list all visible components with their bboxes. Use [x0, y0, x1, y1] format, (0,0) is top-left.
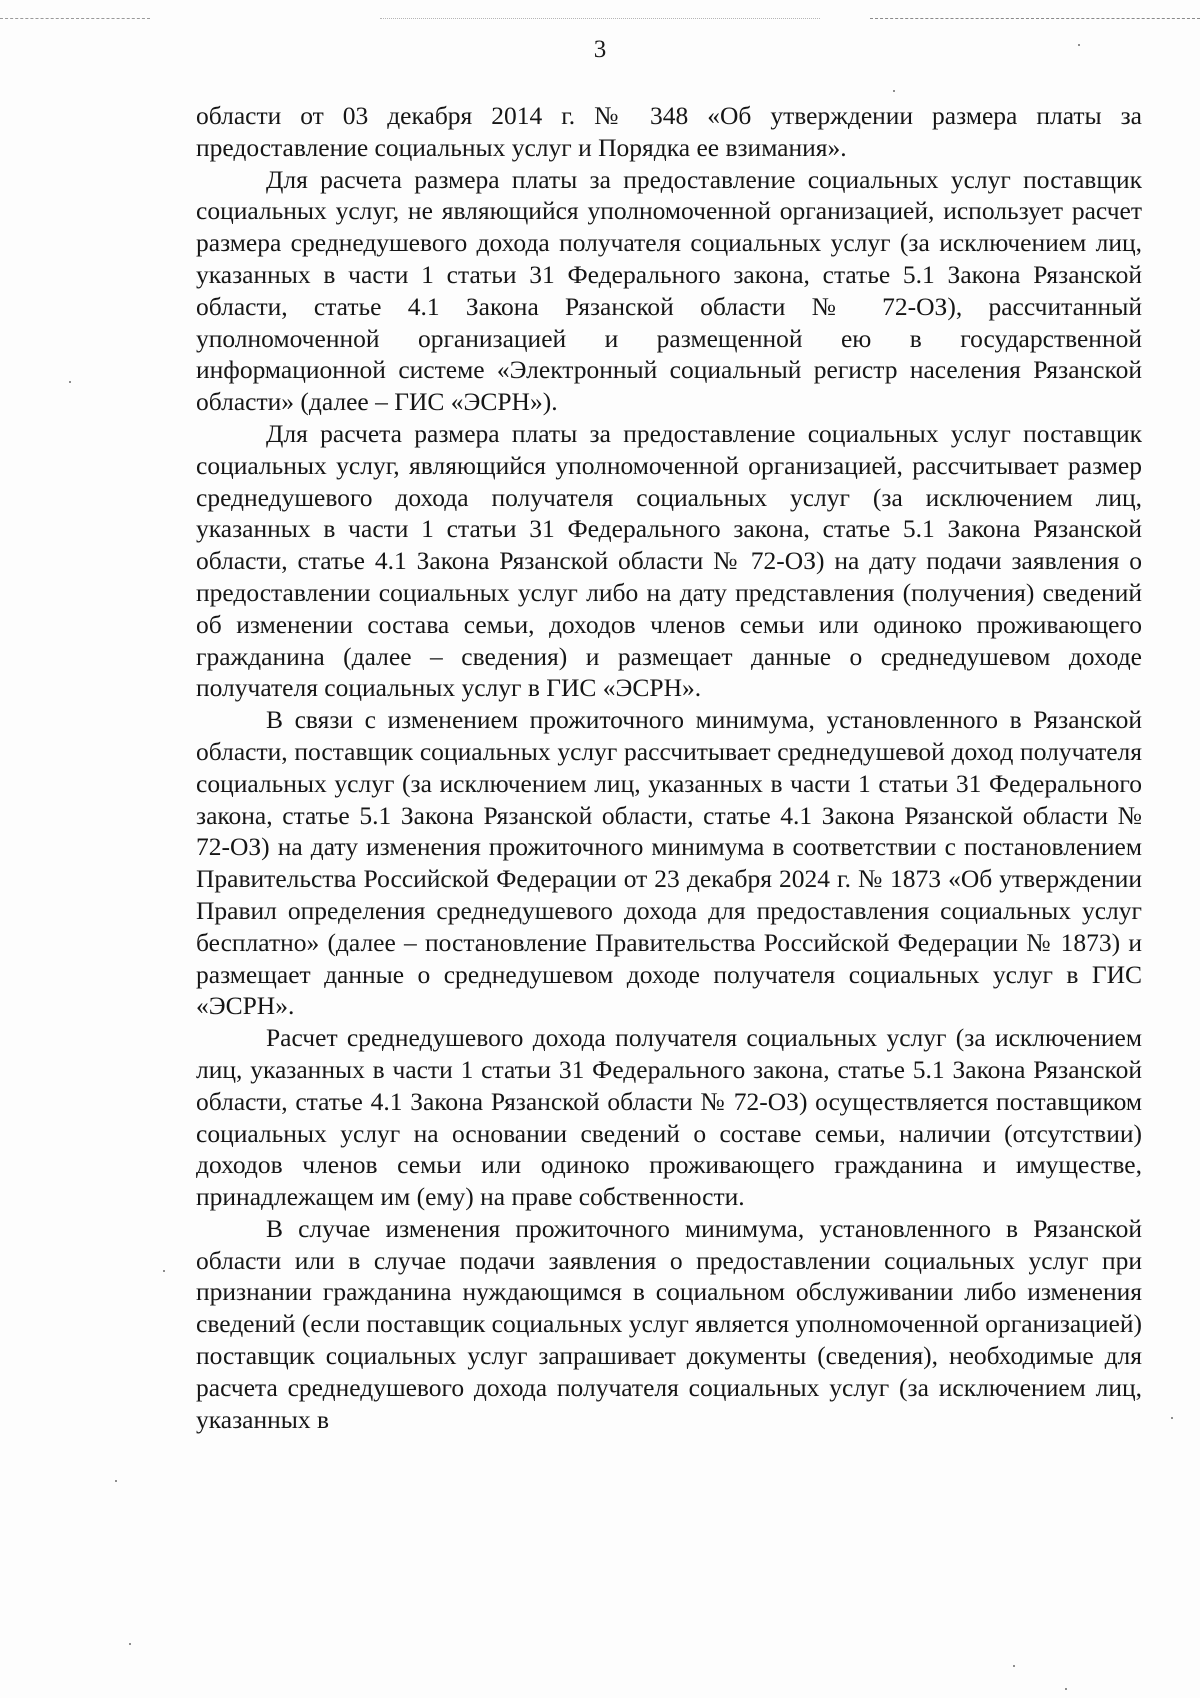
scan-edge-left — [0, 18, 150, 19]
scan-edge-middle — [380, 18, 820, 19]
scan-speck — [1013, 1665, 1015, 1667]
paragraph-continuation: области от 03 декабря 2014 г. № 348 «Об утверждении размера платы за предоставление социальных услуг и Порядка ее взимания». — [196, 101, 1142, 162]
paragraph: В случае изменения прожиточного минимума, установленного в Рязанской области или в случае подачи заявления о предоставлении социальных услуг при признании гражданина нуждающимся в социальном обслуживании либо изменения сведений (если поставщик социальных услуг является уполномоченной организацией) поставщик социальных услуг запрашивает документы (сведения), необходимые для расчета среднедушевого дохода получателя социальных услуг (за исключением лиц, указанных в — [196, 1213, 1142, 1434]
scan-speck — [129, 1643, 131, 1645]
document-body — [196, 100, 1142, 1435]
paragraph: Для расчета размера платы за предоставление социальных услуг поставщик социальных услуг, являющийся уполномоченной организацией, рассчитывает размер среднедушевого дохода получателя социальных услуг (за исключением лиц, указанных в части 1 статьи 31 Федерального закона, статье 5.1 Закона Рязанской области, статье 4.1 Закона Рязанской области № 72-ОЗ) на дату подачи заявления о предоставлении социальных услуг либо на дату представления (получения) сведений об изменении состава семьи, доходов членов семьи или одиноко проживающего гражданина (далее – сведения) и размещает данные о среднедушевом доходе получателя социальных услуг в ГИС «ЭСРН». — [196, 418, 1142, 703]
scan-speck — [893, 90, 895, 92]
paragraph: В связи с изменением прожиточного минимума, установленного в Рязанской области, поставщик социальных услуг рассчитывает среднедушевой доход получателя социальных услуг (за исключением лиц, указанных в части 1 статьи 31 Федерального закона, статье 5.1 Закона Рязанской области, статье 4.1 Закона Рязанской области № 72-ОЗ) на дату изменения прожиточного минимума в соответствии с постановлением Правительства Российской Федерации от 23 декабря 2024 г. № 1873 «Об утверждении Правил определения среднедушевого дохода для предоставления социальных услуг бесплатно» (далее – постановление Правительства Российской Федерации № 1873) и размещает данные о среднедушевом доходе получателя социальных услуг в ГИС «ЭСРН». — [196, 705, 1142, 1021]
scan-edge-right — [870, 18, 1200, 19]
scan-speck — [1171, 1417, 1173, 1419]
page-number: 3 — [593, 36, 607, 63]
scan-speck — [1065, 1688, 1067, 1690]
scan-speck — [163, 1270, 165, 1272]
paragraph: Для расчета размера платы за предоставление социальных услуг поставщик социальных услуг, не являющийся уполномоченной организацией, использует расчет размера среднедушевого дохода получателя социальных услуг (за исключением лиц, указанных в части 1 статьи 31 Федерального закона, статье 5.1 Закона Рязанской области, статье 4.1 Закона Рязанской области № 72-ОЗ), рассчитанный уполномоченной организацией и размещенной ею в государственной информационной системе «Электронный социальный регистр населения Рязанской области» (далее – ГИС «ЭСРН»). — [196, 164, 1142, 417]
scan-speck — [115, 1480, 117, 1482]
paragraph: Расчет среднедушевого дохода получателя социальных услуг (за исключением лиц, указанных в части 1 статьи 31 Федерального закона, статье 5.1 Закона Рязанской области, статье 4.1 Закона Рязанской области № 72-ОЗ) осуществляется поставщиком социальных услуг на основании сведений о составе семьи, наличии (отсутствии) доходов членов семьи или одиноко проживающего гражданина и имуществе, принадлежащем им (ему) на праве собственности. — [196, 1023, 1142, 1212]
scan-speck — [69, 381, 71, 383]
